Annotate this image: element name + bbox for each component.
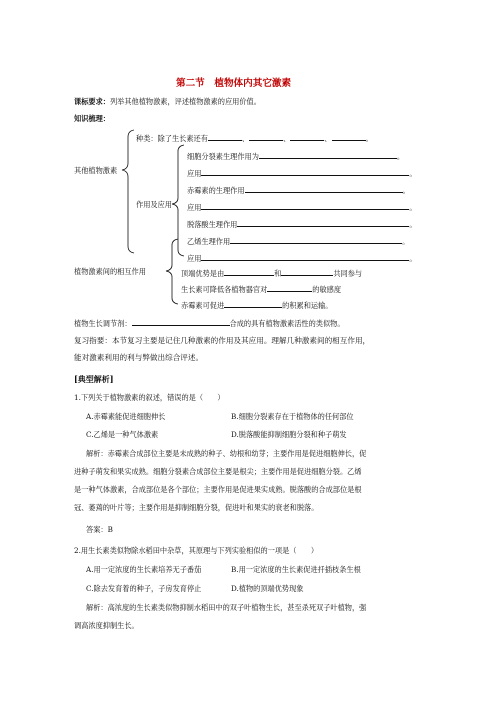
q1-analysis-line-4: 冠、萎蔫的叶片等；主要作用是抑制细胞分裂，促进叶和果实的衰老和脱落。 [74, 503, 319, 512]
blank-gibberellin-application [201, 202, 409, 210]
q1-analysis-line-2: 进种子萌发和果实成熟。细胞分裂素合成部位主要是根尖；主要作用是促进细胞分裂。乙烯 [74, 467, 362, 476]
regulator-line: 植物生长调节剂： 合成的具有植物激素活性的类似物。 [74, 319, 345, 328]
q1-answer: 答案：B [86, 525, 113, 534]
blank-gibberellin-function [245, 185, 403, 193]
q2-option-b: B.用一定浓度的生长素促进扦插枝条生根 [231, 565, 361, 574]
knowledge-label: 知识梳理： [74, 114, 110, 123]
cytokinin-application-line: 应用 。 [187, 169, 417, 178]
interaction-line-1: 顶端优势是由 和 共同参与 [181, 269, 363, 278]
abscisic-function-line: 脱落酸生理作用 。 [187, 220, 417, 229]
q1-option-b: B.细胞分裂素存在于植物体的任何部位 [231, 412, 354, 421]
q1-option-d: D.脱落酸能抑制细胞分裂和种子萌发 [231, 430, 347, 439]
blank-cytokinin-application [201, 168, 409, 176]
q2-option-d: D.植物的顶端优势现象 [231, 584, 304, 593]
q1-stem: 1.下列关于植物激素的叙述，错误的是（ ） [74, 393, 225, 402]
other-hormones-label: 其他植物激素 [74, 166, 118, 175]
q1-analysis-line-1: 解析：赤霉素合成部位主要是未成熟的种子、幼根和幼芽；主要作用是促进细胞伸长，促 [86, 449, 367, 458]
typical-analysis-heading: [典型解析] [74, 374, 114, 384]
gibberellin-function-line: 赤霉素的生理作用 。 [187, 186, 410, 195]
blank-ethylene-application [201, 253, 409, 261]
curriculum-label: 课标要求： [74, 97, 110, 106]
curriculum-text: 列举其他植物激素，评述植物激素的应用价值。 [109, 97, 261, 106]
q2-analysis-line-1: 解析：高浓度的生长素类似物抑制水稻田中的双子叶植物生长，甚至杀死双子叶植物，强 [86, 603, 367, 612]
blank-sensitivity [267, 284, 312, 292]
q2-analysis-line-2: 调高浓度抑制生长。 [74, 621, 139, 630]
blank-abscisic-function [237, 219, 409, 227]
blank-hormone-4 [332, 133, 366, 141]
q2-option-a: A.用一定浓度的生长素培养无子番茄 [86, 565, 202, 574]
q2-option-c: C.除去发育着的种子，子房发育停止 [86, 584, 202, 593]
ethylene-function-line: 乙烯生理作用 。 [187, 237, 410, 246]
function-use-label: 作用及应用 [136, 200, 172, 209]
ethylene-application-line: 应用 。 [187, 254, 417, 263]
blank-ethylene-function [230, 236, 402, 244]
q1-option-a: A.赤霉素能促进细胞伸长 [86, 412, 166, 421]
q1-option-c: C.乙烯是一种气体激素 [86, 430, 159, 439]
blank-regulator [132, 318, 230, 326]
review-line-1: 复习指要：本节复习主要是记住几种激素的作用及其应用。理解几种激素间的相互作用， [74, 336, 371, 345]
blank-hormone-2 [249, 133, 283, 141]
page-title: 第二节 植物体内其它激素 [176, 78, 292, 89]
q1-analysis-line-3: 是一种气体激素，合成部位是各个部位；主要作用是促进果实成熟。脱落酸的合成部位是根 [74, 485, 362, 494]
blank-apical-2 [281, 268, 333, 276]
types-label: 种类：除了生长素还有 [136, 134, 208, 143]
types-line: 种类：除了生长素还有 、 、 、 。 [136, 134, 373, 143]
q2-stem: 2.用生长素类似物除水稻田中杂草，其原理与下列实验相似的一项是（ ） [74, 546, 319, 555]
review-line-2: 能对激素利用的利与弊做出综合评述。 [74, 353, 204, 362]
blank-accumulation [224, 300, 282, 308]
interaction-line-2: 生长素可降低各植物器官对 的敏感度 [181, 285, 342, 294]
cytokinin-function-line: 细胞分裂素生理作用为 。 [187, 152, 405, 161]
blank-apical-1 [224, 268, 274, 276]
interaction-line-3: 赤霉素可促进 的积累和运输。 [181, 301, 333, 310]
gibberellin-application-line: 应用 。 [187, 203, 417, 212]
blank-hormone-1 [208, 133, 242, 141]
interaction-label: 植物激素间的相互作用 [74, 267, 146, 276]
blank-hormone-3 [290, 133, 324, 141]
blank-cytokinin-function [259, 151, 397, 159]
